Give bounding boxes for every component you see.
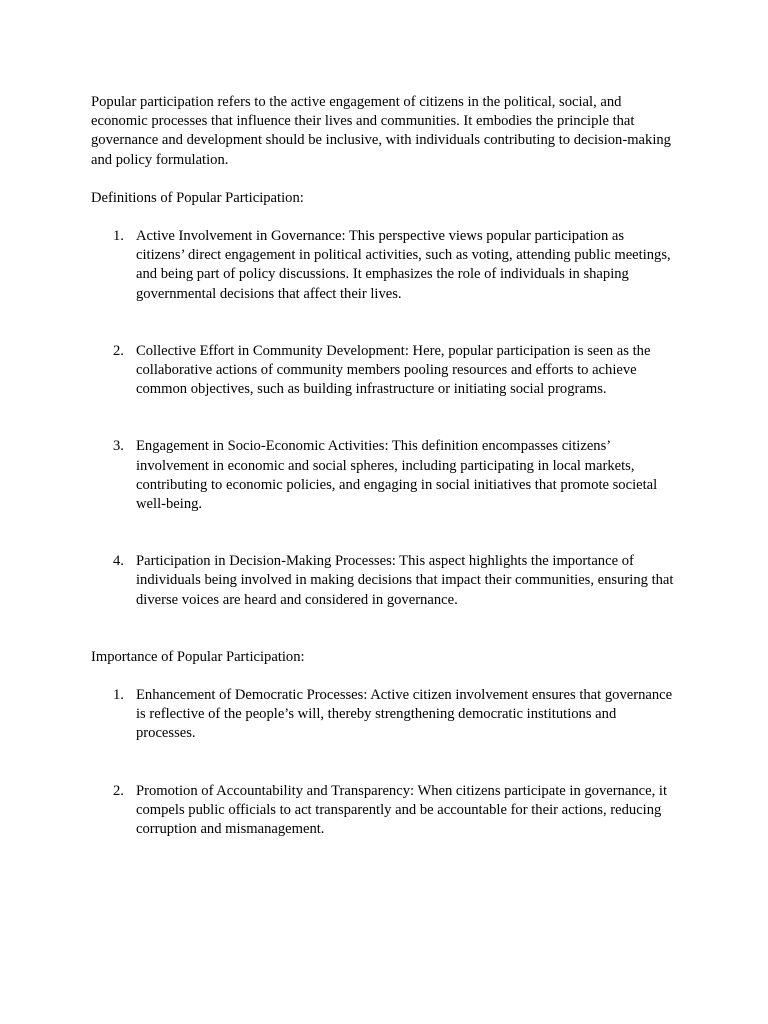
list-item-text: Promotion of Accountability and Transparency: When citizens participate in governance, it compels public officials to act transparently and be accountable for their actions, reducing corruption and mismanagement.: [136, 782, 668, 838]
list-item-text: Engagement in Socio-Economic Activities: This definition encompasses citizens’ involvement in economic and social spheres, including participating in local markets, contributing to economic policies, and engaging in social initiatives that promote societal well-being.: [136, 438, 658, 513]
list-item-text: Active Involvement in Governance: This perspective views popular participation as citizens’ direct engagement in political activities, such as voting, attending public meetings, and being part of policy discussions. It emphasizes the role of individuals in shaping governmental decisions that affect their lives.: [136, 228, 671, 302]
list-item: [91, 437, 676, 514]
importance-list: [91, 686, 676, 839]
list-item-text: Enhancement of Democratic Processes: Active citizen involvement ensures that governance is reflective of the people’s will, thereby strengthening democratic institutions and processes.: [136, 687, 673, 742]
list-item-text: Participation in Decision-Making Processes: This aspect highlights the importance of individuals being involved in making decisions that impact their communities, ensuring that diverse voices are heard and considered in governance.: [136, 553, 674, 608]
list-item-number: 3.: [113, 438, 124, 455]
list-item-text: Collective Effort in Community Development: Here, popular participation is seen as the collaborative actions of community members pooling resources and efforts to achieve common objectives, such as building infrastructure or initiating social programs.: [136, 342, 651, 398]
list-item-number: 2.: [113, 782, 124, 799]
list-item: [91, 686, 676, 744]
importance-heading: Importance of Popular Participation:: [91, 648, 305, 665]
list-item: [91, 782, 676, 840]
list-item: [91, 227, 676, 304]
list-item: [91, 552, 676, 610]
intro-paragraph: Popular participation refers to the active engagement of citizens in the political, social, and economic processes that influence their lives and communities. It embodies the principle that governance and development should be inclusive, with individuals contributing to decision-making and policy formulation.: [91, 94, 671, 168]
document-page: [91, 93, 676, 839]
list-item: [91, 342, 676, 400]
list-item-number: 1.: [113, 228, 124, 245]
list-item-number: 2.: [113, 342, 124, 359]
list-item-number: 1.: [113, 687, 124, 704]
list-item-number: 4.: [113, 553, 124, 570]
definitions-heading: Definitions of Popular Participation:: [91, 189, 304, 206]
definitions-list: [91, 227, 676, 610]
